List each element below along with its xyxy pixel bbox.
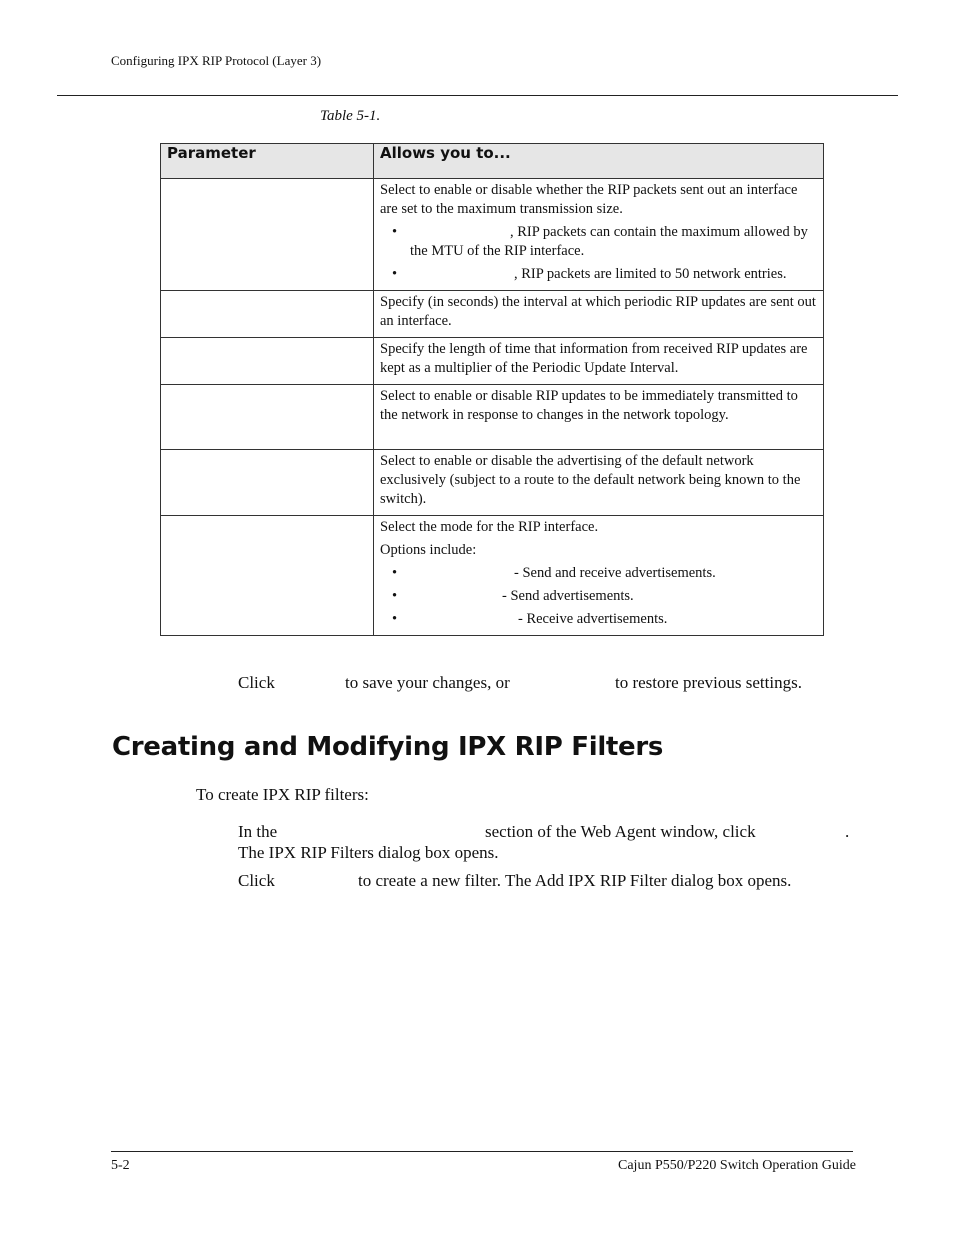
- bullet-icon: •: [392, 588, 398, 604]
- step2-text-end: to create a new filter. The Add IPX RIP Filter dialog box opens.: [358, 871, 792, 890]
- bullet-icon: •: [392, 266, 398, 282]
- list-item: [380, 587, 817, 606]
- description-cell: [374, 179, 824, 291]
- table-row: [161, 516, 824, 636]
- list-item: [380, 564, 817, 583]
- bullet-icon: •: [392, 224, 398, 240]
- step1-text-start: In the: [238, 822, 278, 841]
- table-row: [161, 179, 824, 291]
- guide-title: Cajun P550/P220 Switch Operation Guide: [618, 1158, 856, 1173]
- parameter-table: [160, 143, 824, 636]
- save-step-click: Click: [238, 673, 275, 692]
- description-text: Select to enable or disable RIP updates to be immediately transmitted to the network in response to changes in the network topology.: [380, 388, 798, 423]
- description-cell: [374, 385, 824, 450]
- table-row: [161, 450, 824, 516]
- list-item: [380, 265, 817, 284]
- bullet-text: , RIP packets are limited to 50 network entries.: [514, 266, 787, 282]
- list-item: [380, 223, 817, 261]
- description-text: Select to enable or disable the advertising of the default network exclusively (subject to a route to the default network being known to the switch).: [380, 453, 801, 507]
- parameter-cell: [161, 179, 374, 291]
- step1-result: The IPX RIP Filters dialog box opens.: [238, 843, 499, 862]
- parameter-cell: [161, 338, 374, 385]
- step1-text-end: .: [845, 822, 850, 841]
- bullet-text: - Send advertisements.: [502, 588, 634, 604]
- step2-text-start: Click: [238, 871, 275, 890]
- table-row: [161, 338, 824, 385]
- description-cell: [374, 450, 824, 516]
- running-head: Configuring IPX RIP Protocol (Layer 3): [111, 53, 322, 68]
- description-cell: [374, 291, 824, 338]
- header-rule: [57, 95, 898, 96]
- description-text: Select the mode for the RIP interface.: [380, 519, 599, 535]
- parameter-cell: [161, 450, 374, 516]
- description-text: Specify the length of time that information from received RIP updates are kept as a multiplier of the Periodic Update Interval.: [380, 341, 808, 376]
- bullet-text: - Receive advertisements.: [518, 611, 668, 627]
- save-step-text: to save your changes, or: [345, 673, 510, 692]
- description-cell: [374, 338, 824, 385]
- description-text: Select to enable or disable whether the RIP packets sent out an interface are set to the maximum transmission size.: [380, 182, 798, 217]
- description-cell: [374, 516, 824, 636]
- bullet-icon: •: [392, 565, 398, 581]
- step1-text-middle: section of the Web Agent window, click: [485, 822, 756, 841]
- bullet-icon: •: [392, 611, 398, 627]
- parameter-cell: [161, 516, 374, 636]
- table-caption: Table 5-1.: [320, 108, 381, 124]
- list-item: [380, 610, 817, 629]
- description-text: Specify (in seconds) the interval at which periodic RIP updates are sent out an interface.: [380, 294, 816, 329]
- bullet-text: , RIP packets can contain the maximum allowed by the MTU of the RIP interface.: [410, 224, 808, 259]
- section-title: Creating and Modifying IPX RIP Filters: [112, 732, 664, 762]
- restore-step-text: to restore previous settings.: [615, 673, 802, 692]
- table-header-row: [161, 144, 824, 179]
- page-number: 5-2: [111, 1158, 130, 1173]
- section-intro: To create IPX RIP filters:: [196, 785, 369, 804]
- table-row: [161, 291, 824, 338]
- parameter-cell: [161, 291, 374, 338]
- parameter-cell: [161, 385, 374, 450]
- column-header-allows: Allows you to...: [374, 144, 824, 179]
- column-header-parameter: Parameter: [161, 144, 374, 179]
- description-text: Options include:: [380, 542, 477, 558]
- table-row: [161, 385, 824, 450]
- bullet-text: - Send and receive advertisements.: [514, 565, 716, 581]
- footer-rule: [111, 1151, 853, 1152]
